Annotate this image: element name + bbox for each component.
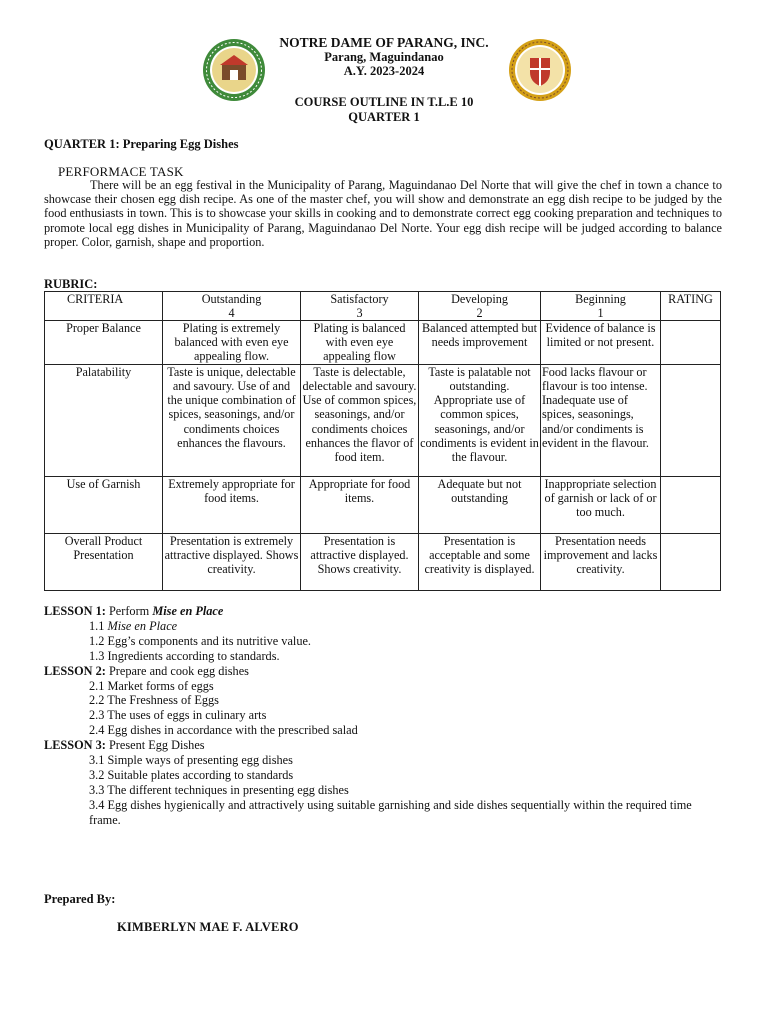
- header-score: 3: [356, 306, 363, 321]
- item-text: Egg’s components and its nutritive value.: [107, 633, 311, 648]
- document-header: [0, 36, 768, 100]
- table-row: [45, 365, 721, 477]
- item-text: Market forms of eggs: [107, 678, 214, 693]
- lessons-list: [44, 604, 734, 828]
- developing-cell: Taste is palatable not outstanding. Appropriate use of common spices, seasonings, and/or condiments is evident in the flavour.: [419, 365, 541, 477]
- header-label: RATING: [668, 292, 713, 306]
- list-item: [44, 619, 734, 634]
- lesson-label: LESSON 1:: [44, 604, 106, 618]
- table-row: [45, 477, 721, 534]
- diocesan-seal-icon: [508, 38, 572, 102]
- school-location: Parang, Maguindanao: [324, 50, 444, 64]
- header-label: Developing: [451, 292, 508, 306]
- header-beginning: [541, 292, 661, 321]
- developing-cell: Balanced attempted but needs improvement: [419, 321, 541, 365]
- item-text: Suitable plates according to standards: [107, 767, 294, 782]
- item-number: 2.3: [89, 708, 105, 723]
- outstanding-cell: Taste is unique, delectable and savoury. Use of and the unique combination of spices, seasonings, and/or condiments choices enhances the flavours.: [163, 365, 301, 477]
- header-score: 2: [476, 306, 483, 321]
- criteria-cell: Overall Product Presentation: [45, 534, 163, 591]
- item-number: 1.3: [89, 648, 105, 663]
- item-text: Ingredients according to standards.: [107, 648, 280, 663]
- rubric-table: [44, 291, 721, 591]
- header-criteria: [45, 292, 163, 321]
- school-block: [0, 36, 768, 78]
- header-label: CRITERIA: [67, 292, 124, 306]
- lesson-heading: [44, 738, 734, 753]
- school-name: NOTRE DAME OF PARANG, INC.: [279, 35, 489, 50]
- header-rating: [661, 292, 721, 321]
- lesson-label: LESSON 2:: [44, 663, 106, 678]
- beginning-cell: Inappropriate selection of garnish or lack of or too much.: [541, 477, 661, 534]
- course-quarter: QUARTER 1: [348, 109, 420, 124]
- rating-cell[interactable]: [661, 534, 721, 591]
- satisfactory-cell: Presentation is attractive displayed. Shows creativity.: [301, 534, 419, 591]
- header-developing: [419, 292, 541, 321]
- header-label: Satisfactory: [330, 292, 389, 306]
- item-text: Egg dishes in accordance with the prescribed salad: [107, 723, 358, 738]
- satisfactory-cell: Plating is balanced with even eye appealing flow: [301, 321, 419, 365]
- lesson-heading: [44, 664, 734, 679]
- quarter-topic: Preparing Egg Dishes: [122, 137, 239, 151]
- lesson-title-italic: Mise en Place: [152, 604, 224, 618]
- item-text: The uses of eggs in culinary arts: [107, 708, 267, 723]
- performance-task-text: There will be an egg festival in the Municipality of Parang, Maguindanao Del Norte that will give the chef in town a chance to showcase their chosen egg dish recipe. As one of the master chef, you will show and demonstrate an egg dish recipe to be judged by the food enthusiasts in town. This is to showcase your skills in cooking and to demonstrate correct egg cooking preparation and techniques to promote local egg dishes in Municipality of Parang, Maguindanao Del Norte. Your egg dish recipe will be judged according to balance proper. Color, garnish, shape and proportion.: [44, 178, 722, 249]
- item-text: Mise en Place: [107, 618, 178, 633]
- item-number: 1.2: [89, 633, 105, 648]
- header-score: 1: [597, 306, 604, 321]
- header-outstanding: [163, 292, 301, 321]
- rubric-label: RUBRIC:: [44, 277, 98, 291]
- header-satisfactory: [301, 292, 419, 321]
- list-item: [44, 649, 734, 664]
- table-header-row: [45, 292, 721, 321]
- item-text: Egg dishes hygienically and attractively using suitable garnishing and side dishes sequentially within the required time frame.: [89, 797, 692, 827]
- criteria-cell: Proper Balance: [45, 321, 163, 365]
- item-text: The different techniques in presenting egg dishes: [107, 782, 349, 797]
- table-row: [45, 321, 721, 365]
- satisfactory-cell: Taste is delectable, delectable and savoury. Use of common spices, seasonings, and/or condiments choices enhances the flavor of food item.: [301, 365, 419, 477]
- list-item: [44, 708, 734, 723]
- list-item: [44, 783, 734, 798]
- performance-task-title: PERFORMACE TASK: [58, 164, 184, 179]
- list-item: [44, 679, 734, 694]
- list-item: [44, 798, 724, 828]
- lesson-label: LESSON 3:: [44, 738, 106, 753]
- criteria-cell: Use of Garnish: [45, 477, 163, 534]
- developing-cell: Presentation is acceptable and some creativity is displayed.: [419, 534, 541, 591]
- beginning-cell: Presentation needs improvement and lacks creativity.: [541, 534, 661, 591]
- course-title-block: [0, 95, 768, 124]
- item-number: 2.2: [89, 693, 105, 708]
- prepared-by-label: Prepared By:: [44, 892, 116, 906]
- list-item: [44, 723, 734, 738]
- outstanding-cell: Extremely appropriate for food items.: [163, 477, 301, 534]
- header-score: 4: [228, 306, 235, 321]
- item-number: 3.4: [89, 797, 105, 812]
- rating-cell[interactable]: [661, 365, 721, 477]
- quarter-label: QUARTER 1:: [44, 137, 120, 151]
- item-text: Simple ways of presenting egg dishes: [107, 753, 293, 768]
- list-item: [44, 768, 734, 783]
- lesson-heading: [44, 604, 734, 619]
- table-row: [45, 534, 721, 591]
- header-label: Beginning: [575, 292, 626, 306]
- beginning-cell: Food lacks flavour or flavour is too intense. Inadequate use of spices, seasonings, and/or condiments is evident in the flavour.: [541, 365, 661, 477]
- item-number: 2.4: [89, 723, 105, 738]
- item-number: 3.2: [89, 767, 105, 782]
- outstanding-cell: Plating is extremely balanced with even eye appealing flow.: [163, 321, 301, 365]
- item-text: The Freshness of Eggs: [107, 693, 219, 708]
- beginning-cell: Evidence of balance is limited or not present.: [541, 321, 661, 365]
- outstanding-cell: Presentation is extremely attractive displayed. Shows creativity.: [163, 534, 301, 591]
- preparer-name: KIMBERLYN MAE F. ALVERO: [117, 920, 299, 934]
- lesson-title: Perform: [108, 604, 150, 618]
- header-label: Outstanding: [201, 292, 262, 306]
- list-item: [44, 693, 734, 708]
- list-item: [44, 753, 734, 768]
- item-number: 1.1: [89, 618, 105, 633]
- item-number: 3.3: [89, 782, 105, 797]
- developing-cell: Adequate but not outstanding: [419, 477, 541, 534]
- course-title: COURSE OUTLINE IN T.L.E 10: [294, 95, 474, 109]
- rating-cell[interactable]: [661, 321, 721, 365]
- academic-year: A.Y. 2023-2024: [343, 64, 425, 78]
- rating-cell[interactable]: [661, 477, 721, 534]
- list-item: [44, 634, 734, 649]
- item-number: 3.1: [89, 753, 105, 768]
- satisfactory-cell: Appropriate for food items.: [301, 477, 419, 534]
- item-number: 2.1: [89, 678, 105, 693]
- lesson-title: Prepare and cook egg dishes: [108, 663, 249, 678]
- criteria-cell: Palatability: [45, 365, 163, 477]
- quarter-heading: [44, 137, 238, 152]
- lesson-title: Present Egg Dishes: [108, 738, 205, 753]
